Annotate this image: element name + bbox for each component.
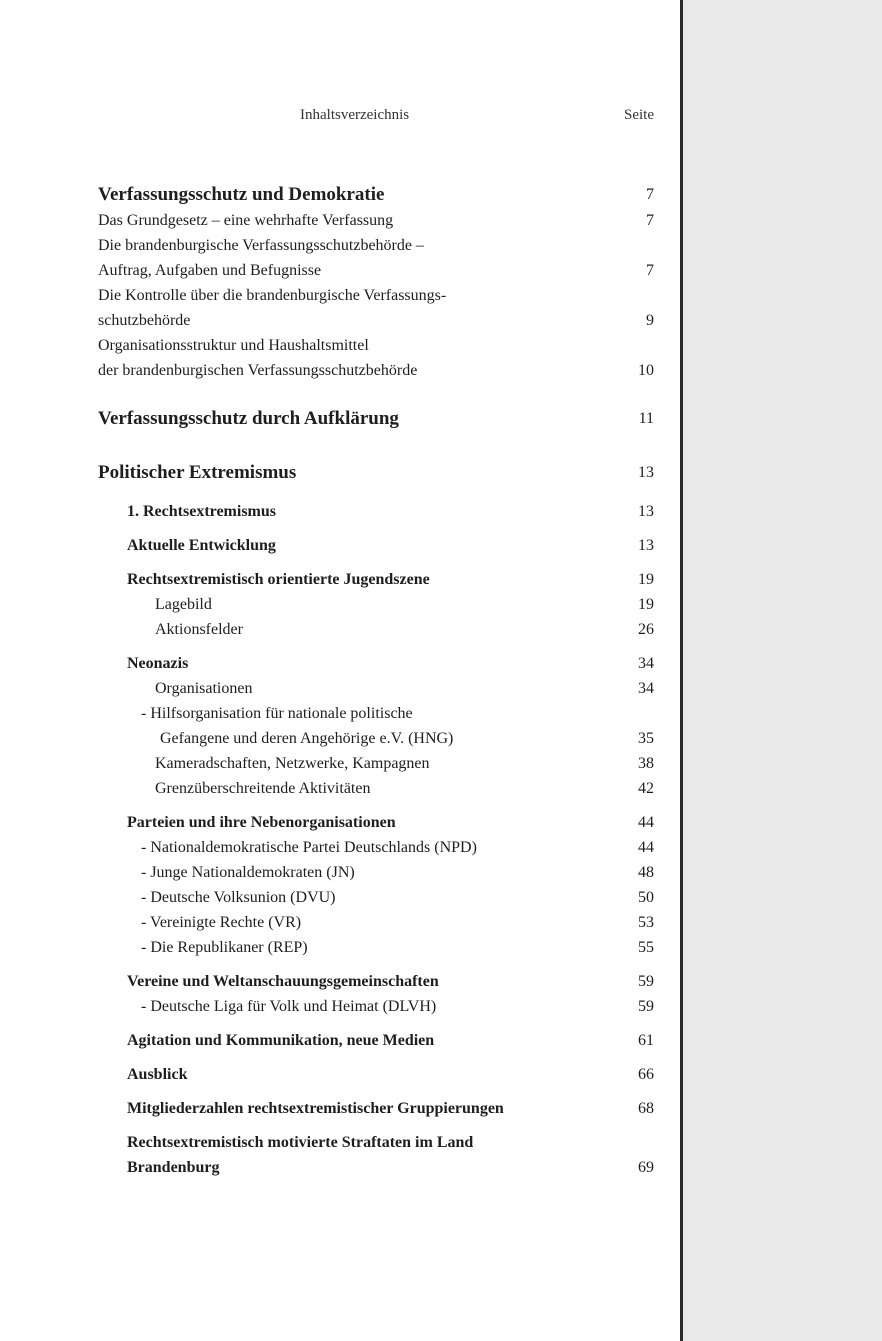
toc-entry-page: 61 xyxy=(638,1032,654,1049)
toc-entry-line[interactable] xyxy=(98,1130,654,1155)
toc-entry-line[interactable] xyxy=(98,333,654,358)
toc-entry-page: 11 xyxy=(638,410,654,427)
toc-entry[interactable] xyxy=(98,835,654,860)
toc-entry[interactable] xyxy=(98,860,654,885)
toc-entry[interactable] xyxy=(98,567,654,592)
toc-entry-page: 59 xyxy=(638,973,654,990)
toc-entry-label: Gefangene und deren Angehörige e.V. (HNG) xyxy=(160,730,454,747)
toc-entry-page: 53 xyxy=(638,914,654,931)
toc-entry[interactable] xyxy=(98,885,654,910)
toc-entry-label: Auftrag, Aufgaben und Befugnisse xyxy=(98,262,322,279)
toc-entry-page: 19 xyxy=(638,571,654,588)
toc-entry-page: 50 xyxy=(638,889,654,906)
toc-entry[interactable] xyxy=(98,1155,654,1180)
toc-entry[interactable] xyxy=(98,1028,654,1053)
toc-entry-page: 7 xyxy=(646,262,654,279)
toc-entry[interactable] xyxy=(98,1062,654,1087)
toc-entry-label: Kameradschaften, Netzwerke, Kampagnen xyxy=(155,755,430,772)
toc-entry[interactable] xyxy=(98,258,654,283)
toc-entry-page: 44 xyxy=(638,839,654,856)
toc-entry-label: - Vereinigte Rechte (VR) xyxy=(141,914,302,931)
toc-entry-page: 34 xyxy=(638,680,654,697)
toc-entry-label: - Hilfsorganisation für nationale politische xyxy=(141,705,413,722)
table-of-contents xyxy=(98,182,654,1180)
toc-entry-page: 35 xyxy=(638,730,654,747)
toc-entry[interactable] xyxy=(98,969,654,994)
toc-entry-page: 66 xyxy=(638,1066,654,1083)
toc-entry-label: 1. Rechtsextremismus xyxy=(127,503,277,520)
toc-entry-label: Das Grundgesetz – eine wehrhafte Verfassung xyxy=(98,212,394,229)
toc-entry[interactable] xyxy=(98,617,654,642)
toc-entry-page: 19 xyxy=(638,596,654,613)
toc-entry[interactable] xyxy=(98,308,654,333)
viewer-side-panel xyxy=(680,0,882,1341)
toc-entry-label: - Deutsche Volksunion (DVU) xyxy=(141,889,336,906)
toc-entry[interactable] xyxy=(98,726,654,751)
toc-header-page-label: Seite xyxy=(624,107,654,123)
toc-entry-label: Lagebild xyxy=(155,596,212,613)
toc-entry-page: 26 xyxy=(638,621,654,638)
toc-entry-label: Organisationen xyxy=(155,680,253,697)
toc-entry[interactable] xyxy=(98,751,654,776)
toc-entry-label: - Die Republikaner (REP) xyxy=(141,939,308,956)
toc-entry-page: 68 xyxy=(638,1100,654,1117)
toc-entry-page: 7 xyxy=(646,212,654,229)
toc-entry-label: Vereine und Weltanschauungsgemeinschaften xyxy=(127,973,439,990)
toc-entry-label: Ausblick xyxy=(127,1066,188,1083)
toc-entry[interactable] xyxy=(98,358,654,383)
toc-entry[interactable] xyxy=(98,460,654,486)
toc-entry-label: schutzbehörde xyxy=(98,312,191,329)
toc-entry-label: Neonazis xyxy=(127,655,189,672)
toc-entry[interactable] xyxy=(98,592,654,617)
toc-entry-line[interactable] xyxy=(98,233,654,258)
toc-entry[interactable] xyxy=(98,499,654,524)
toc-entry-label: - Deutsche Liga für Volk und Heimat (DLVH) xyxy=(141,998,437,1015)
toc-entry[interactable] xyxy=(98,676,654,701)
toc-entry-page: 59 xyxy=(638,998,654,1015)
toc-entry-page: 13 xyxy=(638,537,654,554)
toc-entry[interactable] xyxy=(98,1096,654,1121)
toc-entry-page: 69 xyxy=(638,1159,654,1176)
toc-entry-page: 42 xyxy=(638,780,654,797)
toc-entry-line[interactable] xyxy=(98,701,654,726)
toc-entry-label: - Nationaldemokratische Partei Deutschlands (NPD) xyxy=(141,839,477,856)
toc-entry-page: 7 xyxy=(646,186,654,203)
toc-entry[interactable] xyxy=(98,651,654,676)
toc-entry-page: 34 xyxy=(638,655,654,672)
toc-entry-label: Verfassungsschutz und Demokratie xyxy=(98,184,385,205)
toc-entry-page: 13 xyxy=(638,464,654,481)
toc-entry-page: 13 xyxy=(638,503,654,520)
toc-entry-label: Agitation und Kommunikation, neue Medien xyxy=(127,1032,435,1049)
toc-entry-label: Politischer Extremismus xyxy=(98,462,297,483)
toc-entry[interactable] xyxy=(98,208,654,233)
toc-entry[interactable] xyxy=(98,776,654,801)
toc-header-title: Inhaltsverzeichnis xyxy=(300,107,410,123)
toc-entry[interactable] xyxy=(98,182,654,208)
toc-entry-page: 38 xyxy=(638,755,654,772)
toc-entry-label: Brandenburg xyxy=(127,1159,220,1176)
toc-entry-line[interactable] xyxy=(98,283,654,308)
toc-entry-label: Die brandenburgische Verfassungsschutzbehörde – xyxy=(98,237,424,254)
toc-entry[interactable] xyxy=(98,994,654,1019)
toc-entry-label: Aktionsfelder xyxy=(155,621,243,638)
toc-entry-label: Parteien und ihre Nebenorganisationen xyxy=(127,814,396,831)
toc-entry[interactable] xyxy=(98,533,654,558)
toc-entry-label: Mitgliederzahlen rechtsextremistischer Gruppierungen xyxy=(127,1100,504,1117)
toc-entry-label: Grenzüberschreitende Aktivitäten xyxy=(155,780,371,797)
toc-entry-label: Aktuelle Entwicklung xyxy=(127,537,276,554)
toc-entry[interactable] xyxy=(98,406,654,432)
toc-entry-label: der brandenburgischen Verfassungsschutzbehörde xyxy=(98,362,418,379)
toc-entry[interactable] xyxy=(98,935,654,960)
toc-entry-label: Rechtsextremistisch orientierte Jugendszene xyxy=(127,571,430,588)
toc-entry[interactable] xyxy=(98,810,654,835)
toc-entry-label: Organisationsstruktur und Haushaltsmittel xyxy=(98,337,369,354)
toc-entry-page: 10 xyxy=(638,362,654,379)
toc-entry-label: - Junge Nationaldemokraten (JN) xyxy=(141,864,355,881)
toc-entry-page: 55 xyxy=(638,939,654,956)
toc-entry-label: Rechtsextremistisch motivierte Straftaten im Land xyxy=(127,1134,474,1151)
toc-entry-page: 9 xyxy=(646,312,654,329)
toc-entry-label: Verfassungsschutz durch Aufklärung xyxy=(98,408,399,429)
toc-entry-label: Die Kontrolle über die brandenburgische Verfassungs- xyxy=(98,287,447,304)
toc-entry[interactable] xyxy=(98,910,654,935)
toc-entry-page: 44 xyxy=(638,814,654,831)
toc-entry-page: 48 xyxy=(638,864,654,881)
